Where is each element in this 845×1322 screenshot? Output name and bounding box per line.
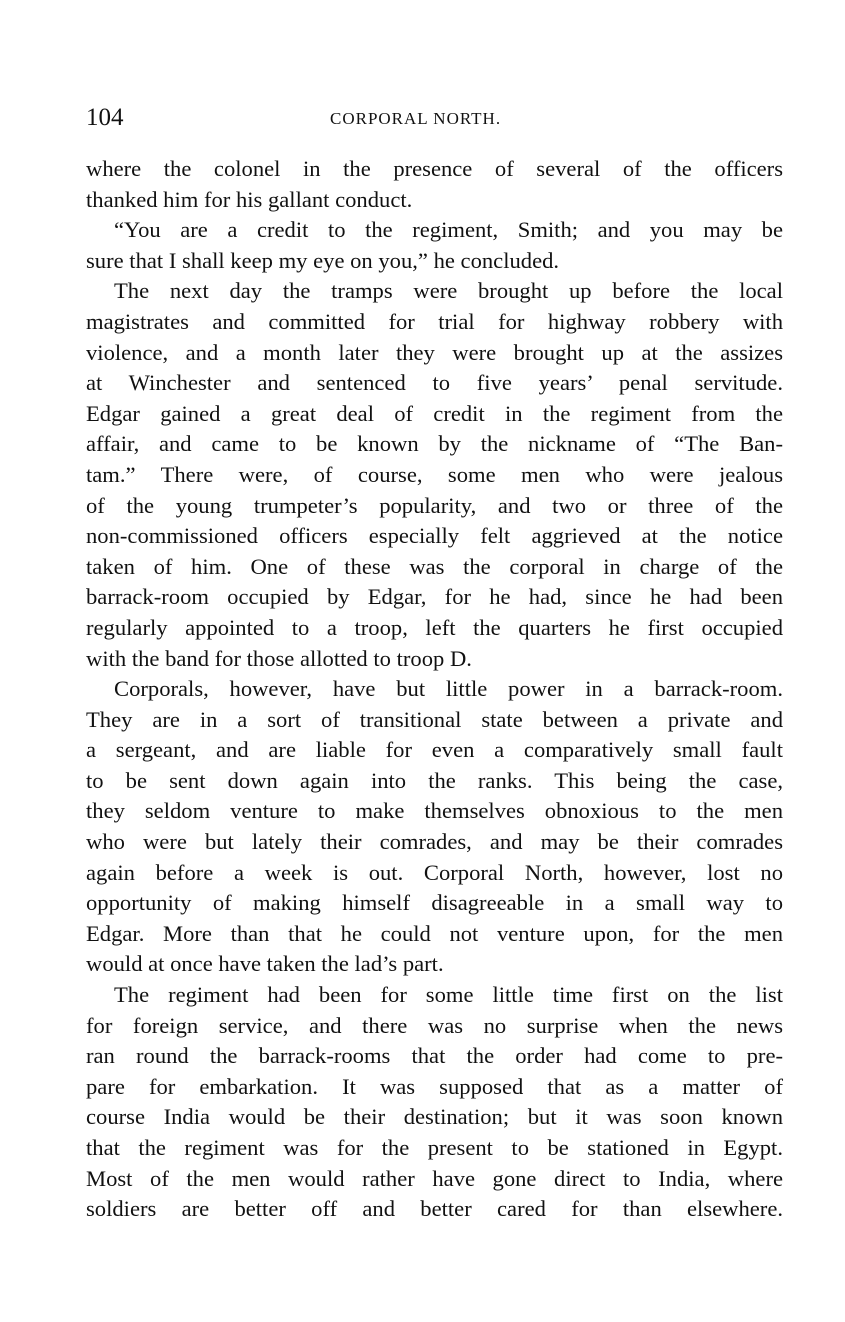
text-line: affair, and came to be known by the nickname of “The Ban- bbox=[86, 431, 783, 457]
text-line: “You are a credit to the regiment, Smith; and you may be bbox=[114, 217, 783, 243]
text-line: with the band for those allotted to troop D. bbox=[86, 645, 472, 671]
text-line: soldiers are better off and better cared for than elsewhere. bbox=[86, 1196, 783, 1222]
text-line: of the young trumpeter’s popularity, and two or three of the bbox=[86, 492, 783, 518]
text-line: course India would be their destination; but it was soon known bbox=[86, 1104, 783, 1130]
text-line: where the colonel in the presence of several of the officers bbox=[86, 156, 783, 181]
text-line: to be sent down again into the ranks. This being the case, bbox=[86, 767, 783, 793]
body-text bbox=[86, 154, 783, 1225]
text-line: again before a week is out. Corporal North, however, lost no bbox=[86, 859, 783, 885]
text-line: barrack-room occupied by Edgar, for he had, since he had been bbox=[86, 584, 783, 610]
text-line: at Winchester and sentenced to five years’ penal servitude. bbox=[86, 370, 783, 396]
text-line: Most of the men would rather have gone direct to India, where bbox=[86, 1165, 783, 1191]
text-line: Edgar. More than that he could not venture upon, for the men bbox=[86, 920, 783, 946]
text-line: who were but lately their comrades, and may be their comrades bbox=[86, 829, 783, 855]
page-number: 104 bbox=[86, 104, 124, 131]
text-line: Edgar gained a great deal of credit in the regiment from the bbox=[86, 400, 783, 426]
text-line: tam.” There were, of course, some men who were jealous bbox=[86, 461, 783, 487]
text-line: pare for embarkation. It was supposed that as a matter of bbox=[86, 1073, 783, 1099]
text-line: Corporals, however, have but little power in a barrack-room. bbox=[114, 676, 783, 702]
text-line: for foreign service, and there was no surprise when the news bbox=[86, 1012, 783, 1038]
text-line: violence, and a month later they were brought up at the assizes bbox=[86, 339, 783, 365]
text-line: The next day the tramps were brought up before the local bbox=[114, 278, 783, 304]
text-line: they seldom venture to make themselves obnoxious to the men bbox=[86, 798, 783, 824]
text-line: thanked him for his gallant conduct. bbox=[86, 186, 413, 212]
text-line: taken of him. One of these was the corporal in charge of the bbox=[86, 553, 783, 579]
text-line: that the regiment was for the present to be stationed in Egypt. bbox=[86, 1135, 783, 1160]
text-line: sure that I shall keep my eye on you,” he concluded. bbox=[86, 247, 560, 273]
text-line: would at once have taken the lad’s part. bbox=[86, 951, 444, 977]
running-head: CORPORAL NORTH. bbox=[330, 109, 502, 128]
text-line: magistrates and committed for trial for highway robbery with bbox=[86, 308, 783, 334]
page-header bbox=[86, 103, 783, 135]
text-line: non-commissioned officers especially felt aggrieved at the notice bbox=[86, 523, 783, 549]
text-line: They are in a sort of transitional state between a private and bbox=[86, 706, 783, 732]
text-line: The regiment had been for some little time first on the list bbox=[114, 982, 783, 1008]
text-line: a sergeant, and are liable for even a comparatively small fault bbox=[86, 737, 783, 763]
text-line: regularly appointed to a troop, left the quarters he first occupied bbox=[86, 614, 783, 640]
text-line: opportunity of making himself disagreeable in a small way to bbox=[86, 890, 783, 916]
text-line: ran round the barrack-rooms that the order had come to pre- bbox=[86, 1043, 783, 1069]
